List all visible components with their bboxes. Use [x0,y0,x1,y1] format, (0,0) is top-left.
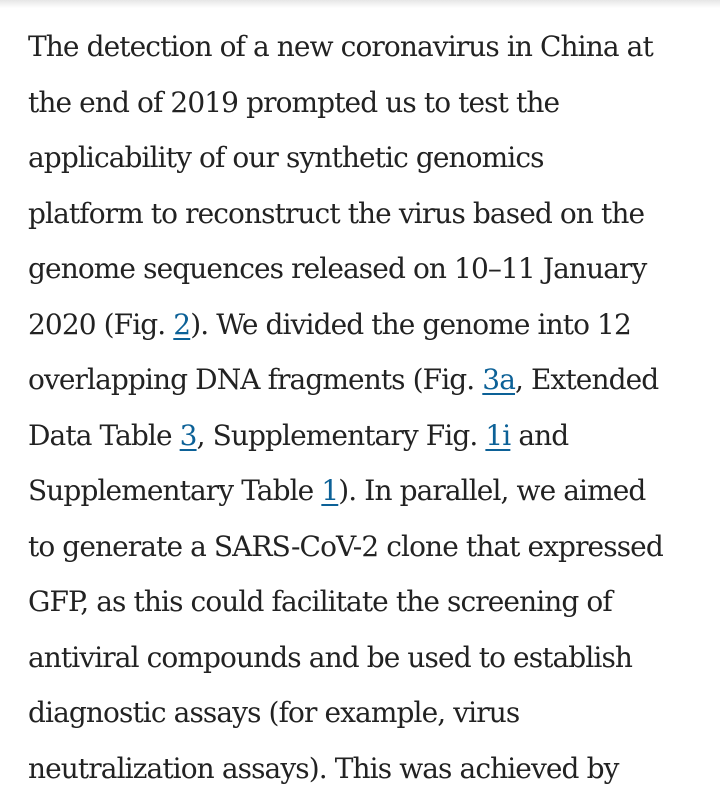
paragraph-line [28,685,703,741]
paragraph-line [28,241,703,297]
paragraph-line [28,463,703,519]
paragraph-text: The detection of a new coronavirus in China at [28,30,653,63]
paragraph-text: and [510,418,569,452]
paragraph-text: Data Table [28,418,180,452]
paragraph-text: Supplementary Table [28,474,322,507]
paragraph-line [28,75,703,131]
paragraph-line [28,408,703,464]
paragraph-text: the end of 2019 prompted us to test the [28,85,560,119]
toolbar-shadow [0,0,720,8]
paragraph-text: ). We divided the genome into 12 [190,307,631,341]
paragraph-text: , Extended [515,363,659,396]
paragraph-text: diagnostic assays (for example, virus [28,696,520,729]
paragraph-text: ). In parallel, we aimed [338,474,646,507]
figure-reference-link[interactable]: 3a [482,363,516,396]
paragraph-line [28,186,703,242]
paragraph-text: platform to reconstruct the virus based on the [28,196,645,230]
paragraph-text: , Supplementary Fig. [196,418,486,452]
paragraph-line [28,130,703,186]
figure-reference-link[interactable]: 3 [179,418,197,452]
paragraph-line [28,630,703,686]
figure-reference-link[interactable]: 1 [321,474,339,507]
figure-reference-link[interactable]: 2 [173,307,191,341]
paragraph-text: to generate a SARS-CoV-2 clone that expressed [28,529,663,563]
paragraph-text: GFP, as this could facilitate the screening of [28,585,612,618]
figure-reference-link[interactable]: 1i [485,418,511,452]
paragraph-line [28,519,703,575]
paragraph-text: neutralization assays). This was achieved by [28,751,619,785]
paragraph-line [28,352,703,408]
paragraph-line [28,19,703,75]
paragraph-text: antiviral compounds and be used to establish [28,640,633,674]
paragraph-text: overlapping DNA fragments (Fig. [28,363,483,396]
article-paragraph [28,19,703,792]
paragraph-line [28,574,703,630]
paragraph-text: 2020 (Fig. [28,307,174,341]
paragraph-line [28,741,703,792]
paragraph-text: applicability of our synthetic genomics [28,141,544,174]
paragraph-text: genome sequences released on 10–11 January [28,252,647,285]
paragraph-line [28,297,703,353]
